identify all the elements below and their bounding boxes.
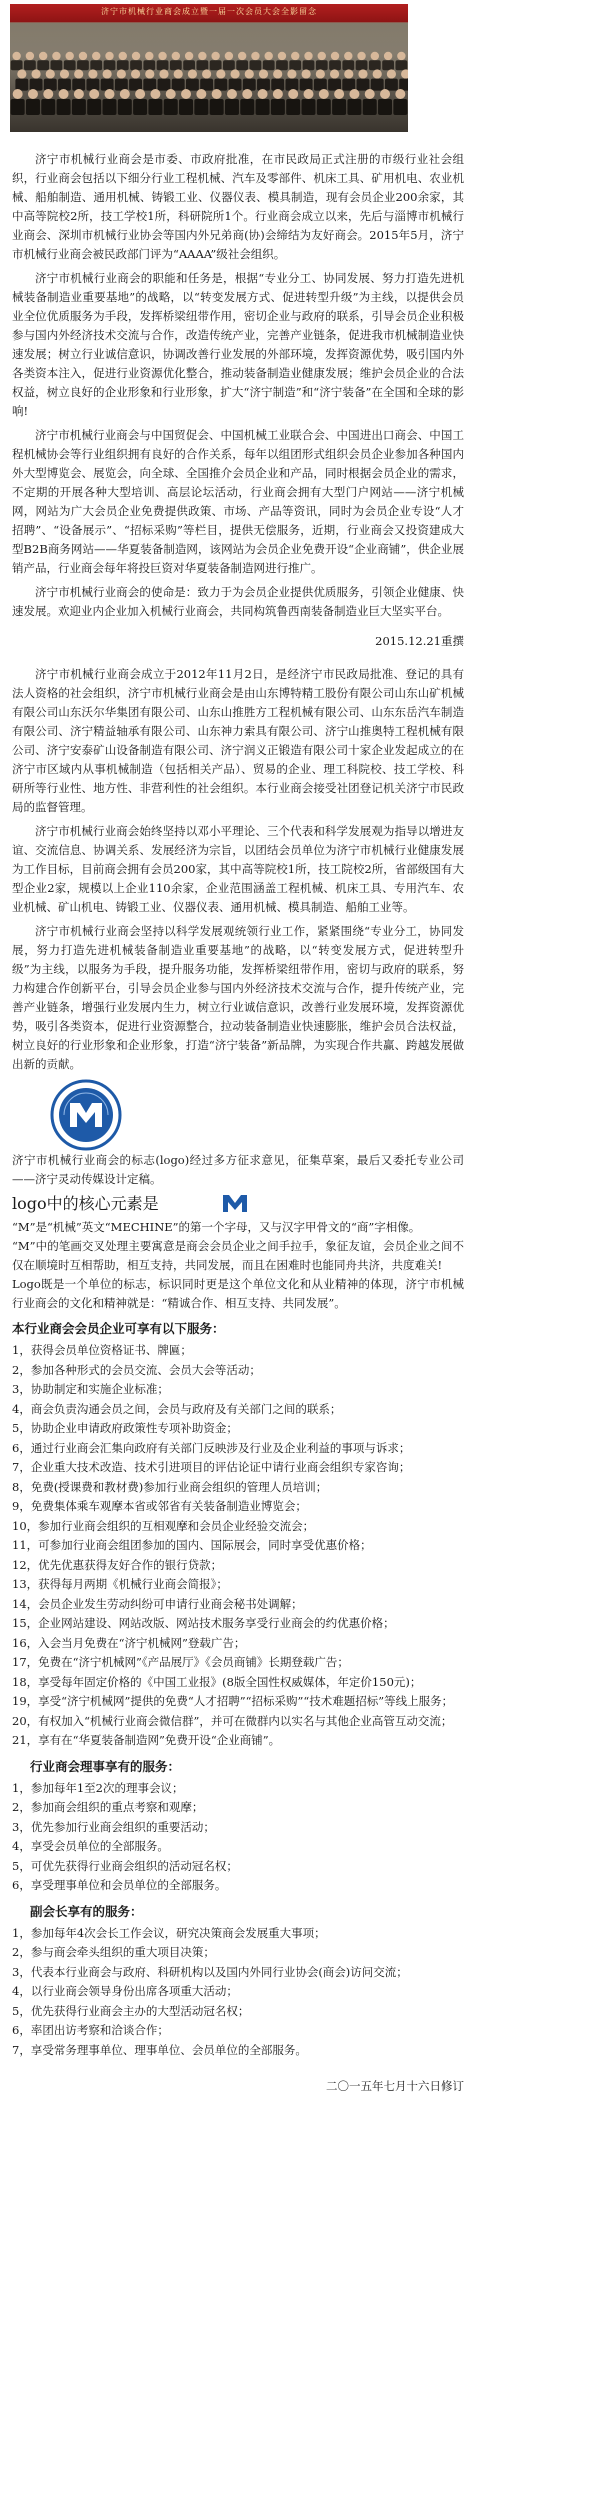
person-head [365, 89, 375, 99]
person-head [12, 52, 20, 60]
person-head [330, 69, 339, 78]
person-head [66, 52, 74, 60]
person-head [216, 69, 225, 78]
person-head [150, 89, 160, 99]
person-head [135, 89, 145, 99]
director-service-item: 2，参加商会组织的重点考察和观摩； [12, 1800, 204, 1814]
person-body [271, 99, 285, 115]
section2-paragraph-1: 济宁市机械行业商会成立于2012年11月2日，是经济宁市民政局批准、登记的具有法人资格的社会组织，济宁市机械行业商会是由山东博特精工股份有限公司山东山矿机械有限公司山东沃尔华集团有限公司、山东山推胜方工程机械有限公司、山东东岳汽车制造有限公司、济宁精益轴承有限公司、山东神力索具有限公司、济宁山推奥特工程机械有限公司、济宁安泰矿山设备制造有限公司、济宁润义正锻造有限公司十家企业发起成立的在济宁市区域内从事机械制造（包括相关产品）、贸易的企业、理工科院校、技工学校、科研所等行业性、地方性、非营利性的社会组织。本行业商会接受社团登记机关济宁市民政局的监督管理。 [12, 667, 464, 814]
person-head [103, 69, 112, 78]
person-body [302, 99, 316, 115]
person-head [287, 69, 296, 78]
person-body [357, 79, 370, 91]
person-body [133, 99, 147, 115]
person-body [143, 79, 156, 91]
person-body [157, 60, 169, 70]
service-item: 15，企业网站建设、网站改版、网站技术服务享受行业商会的约优惠价格； [12, 1616, 395, 1630]
person-body [164, 99, 178, 115]
vice-title: 副会长享有的服务： [30, 1903, 143, 1919]
person-head [225, 52, 233, 60]
logo-icon [50, 1079, 122, 1151]
person-body [399, 79, 408, 91]
person-body [72, 79, 85, 91]
person-body [271, 79, 284, 91]
service-item: 5，协助企业申请政府政策性专项补助资金； [12, 1421, 238, 1435]
person-head [88, 69, 97, 78]
person-head [316, 69, 325, 78]
person-body [41, 99, 55, 115]
person-head [198, 52, 206, 60]
vice-service-item: 3，代表本行业商会与政府、科研机构以及国内外同行业协会(商会)访问交流； [12, 1964, 408, 1979]
revision-date: 2015.12.21重撰 [375, 634, 464, 648]
crowd-illustration [10, 34, 408, 132]
person-head [39, 52, 47, 60]
director-title: 行业商会理事享有的服务： [30, 1758, 181, 1774]
person-body [347, 99, 361, 115]
person-body [371, 79, 384, 91]
person-head [344, 52, 352, 60]
person-body [26, 99, 40, 115]
services-list [12, 1341, 464, 1751]
person-body [356, 60, 368, 70]
logo-core-label: logo中的核心元素是 [12, 1194, 159, 1213]
logo-paragraph-2: “M”是“机械”英文“MECHINE”的第一个字母，又与汉字甲骨文的“商”字相像。 [12, 1220, 421, 1234]
person-body [30, 79, 43, 91]
person-head [145, 69, 154, 78]
person-head [371, 52, 379, 60]
service-item: 9，免费集体乘车观摩本省或邻省有关装备制造业博览会； [12, 1499, 307, 1513]
person-body [332, 99, 346, 115]
service-item: 20，有权加入“机械行业商会微信群”，并可在微群内以实名与其他企业高管互动交流； [12, 1713, 453, 1728]
person-body [329, 60, 341, 70]
person-head [159, 69, 168, 78]
person-head [131, 69, 140, 78]
service-item: 17，免费在“济宁机械网”《产品展厅》《会员商铺》长期登载广告； [12, 1655, 349, 1669]
article-body [12, 150, 464, 2094]
person-head [318, 52, 326, 60]
services-title: 本行业商会会员企业可享有以下服务： [12, 1321, 225, 1336]
service-item: 4，商会负责沟通会员之间，会员与政府及有关部门之间的联系； [12, 1401, 342, 1416]
service-item: 21，享有在“华夏装备制造网”免费开设“企业商铺”。 [12, 1733, 281, 1747]
person-body [11, 99, 25, 115]
person-head [31, 69, 40, 78]
person-body [369, 60, 381, 70]
person-head [238, 52, 246, 60]
bottom-revision-date: 二〇一五年七月十六日修订 [326, 2079, 464, 2093]
person-body [250, 60, 262, 70]
person-body [378, 99, 392, 115]
person-body [118, 99, 132, 115]
person-head [74, 69, 83, 78]
person-body [11, 60, 23, 70]
person-head [230, 69, 239, 78]
group-photo [10, 4, 408, 132]
person-head [52, 52, 60, 60]
person-head [211, 52, 219, 60]
person-body [77, 60, 89, 70]
service-item: 10，参加行业商会组织的互相观摩和会员企业经验交流会； [12, 1518, 315, 1533]
service-item: 8，免费(授课费和教材费)参加行业商会组织的管理人员培训； [12, 1479, 328, 1494]
intro-paragraph-1: 济宁市机械行业商会是市委、市政府批准，在市民政局正式注册的市级行业社会组织，行业商会包括以下细分行业工程机械、汽车及零部件、机床工具、矿用机电、农业机械、船舶制造、通用机械、铸锻工业、仪器仪表、模具制造，现有会员企业200余家，其中高等院校2所，技工学校1所，科研院所1个。行业商会成立以来，先后与淄博市机械行业商会、深圳市机械行业协会等国内外兄弟商(协)会缔结为友好商会。2015年5月，济宁市机械行业商会被民政部门评为“AAAA”级社会组织。 [12, 152, 464, 261]
person-body [196, 60, 208, 70]
person-head [132, 52, 140, 60]
person-body [393, 99, 407, 115]
person-body [257, 79, 270, 91]
person-body [158, 79, 171, 91]
person-body [385, 79, 398, 91]
person-body [103, 99, 117, 115]
person-body [24, 60, 36, 70]
person-head [265, 52, 273, 60]
person-head [89, 89, 99, 99]
person-head [273, 89, 283, 99]
logo-paragraph-4: Logo既是一个单位的标志，标识同时更是这个单位文化和从业精神的体现，济宁市机械行业商会的文化和精神就是：“精诚合作、相互支持、共同发展”。 [12, 1277, 464, 1310]
service-item: 3，协助制定和实施企业标准； [12, 1382, 169, 1396]
person-head [227, 89, 237, 99]
person-head [59, 89, 69, 99]
service-item: 18，享受每年固定价格的《中国工业报》(8版全国性权威媒体，年定价150元)； [12, 1674, 422, 1689]
person-head [395, 89, 405, 99]
person-body [300, 79, 313, 91]
vice-services-list [12, 1924, 464, 2061]
person-body [117, 60, 129, 70]
person-head [13, 89, 23, 99]
person-body [104, 60, 116, 70]
director-service-item: 3，优先参加行业商会组织的重要活动； [12, 1819, 215, 1834]
person-head [273, 69, 282, 78]
person-body [317, 99, 331, 115]
person-body [148, 99, 162, 115]
person-head [60, 69, 69, 78]
vice-service-item: 2，参与商会牵头组织的重大项目决策； [12, 1945, 215, 1959]
service-item: 6，通过行业商会汇集向政府有关部门反映涉及行业及企业利益的事项与诉求； [12, 1440, 411, 1455]
director-service-item: 4，享受会员单位的全部服务。 [12, 1839, 169, 1853]
person-head [212, 89, 222, 99]
person-head [278, 52, 286, 60]
person-body [15, 79, 28, 91]
person-body [210, 99, 224, 115]
person-head [258, 89, 268, 99]
person-body [87, 99, 101, 115]
person-body [342, 79, 355, 91]
person-head [344, 69, 353, 78]
person-body [64, 60, 76, 70]
person-head [349, 89, 359, 99]
service-item: 11，可参加行业商会组团参加的国内、国际展会，同时享受优惠价格； [12, 1538, 372, 1552]
person-body [316, 60, 328, 70]
person-head [26, 52, 34, 60]
person-body [51, 60, 63, 70]
person-head [319, 89, 329, 99]
person-body [395, 60, 407, 70]
person-head [397, 52, 405, 60]
person-head [380, 89, 390, 99]
person-head [158, 52, 166, 60]
person-body [37, 60, 49, 70]
person-body [210, 60, 222, 70]
person-head [358, 69, 367, 78]
person-head [304, 52, 312, 60]
person-head [145, 52, 153, 60]
person-body [194, 99, 208, 115]
vice-service-item: 7，享受常务理事单位、理事单位、会员单位的全部服务。 [12, 2042, 307, 2057]
person-body [186, 79, 199, 91]
person-body [303, 60, 315, 70]
person-body [200, 79, 213, 91]
person-body [44, 79, 57, 91]
person-head [288, 89, 298, 99]
person-body [90, 60, 102, 70]
person-head [79, 52, 87, 60]
person-body [243, 79, 256, 91]
person-body [314, 79, 327, 91]
intro-paragraph-4: 济宁市机械行业商会的使命是：致力于为会员企业提供优质服务，引领企业健康、快速发展。欢迎业内企业加入机械行业商会，共同构筑鲁西南装备制造业巨大坚实平台。 [12, 585, 464, 618]
person-head [304, 89, 314, 99]
director-service-item: 6，享受理事单位和会员单位的全部服务。 [12, 1878, 227, 1892]
service-item: 16，入会当月免费在“济宁机械网”登载广告； [12, 1635, 246, 1650]
person-head [17, 69, 26, 78]
person-body [363, 99, 377, 115]
person-head [387, 69, 396, 78]
person-body [240, 99, 254, 115]
person-body [86, 79, 99, 91]
logo-paragraph-3: “M”中的笔画交叉处理主要寓意是商会会员企业之间手拉手，象征友谊，会员企业之间不仅在顺境时互相帮助，相互支持，共同发展，而且在困难时也能同舟共济，共度难关! [12, 1239, 464, 1272]
person-body [225, 99, 239, 115]
person-body [229, 79, 242, 91]
person-body [328, 79, 341, 91]
person-head [117, 69, 126, 78]
service-item: 14，会员企业发生劳动纠纷可申请行业商会秘书处调解； [12, 1596, 303, 1611]
logo-core-row [12, 1191, 464, 1214]
director-service-item: 5，可优先获得行业商会组织的活动冠名权； [12, 1858, 238, 1873]
commerce-logo [50, 1079, 122, 1151]
person-head [181, 89, 191, 99]
person-head [105, 52, 113, 60]
person-body [58, 79, 71, 91]
person-head [185, 52, 193, 60]
person-head [196, 89, 206, 99]
person-body [289, 60, 301, 70]
person-head [166, 89, 176, 99]
person-head [384, 52, 392, 60]
vice-service-item: 6，率团出访考察和洽谈合作； [12, 2023, 169, 2037]
person-head [245, 69, 254, 78]
person-body [115, 79, 128, 91]
person-head [302, 69, 311, 78]
person-head [401, 69, 408, 78]
person-body [263, 60, 275, 70]
vice-service-item: 1，参加每年4次会长工作会议，研究决策商会发展重大事项； [12, 1925, 326, 1940]
person-head [188, 69, 197, 78]
vice-service-item: 4，以行业商会领导身份出席各项重大活动； [12, 1984, 238, 1998]
person-head [251, 52, 259, 60]
service-item: 19，享受“济宁机械网”提供的免费“人才招聘”“招标采购”“技术难题招标”等线上服务； [12, 1694, 454, 1708]
person-body [101, 79, 114, 91]
person-body [179, 99, 193, 115]
person-body [236, 60, 248, 70]
intro-paragraph-3: 济宁市机械行业商会与中国贸促会、中国机械工业联合会、中国进出口商会、中国工程机械协会等行业组织拥有良好的合作关系，每年以组团形式组织会员企业参加各种国内外大型博览会、展览会，向全球、全国推介会员企业和产品，同时根据会员企业的需求，不定期的开展各种大型培训、高层论坛活动，行业商会拥有大型门户网站——济宁机械网，网站为广大会员企业免费提供政策、市场、产品等资讯，同时为会员企业专设“人才招聘”、“设备展示”、“招标采购”等栏目，提供无偿服务，近期，行业商会又投资建成大型B2B商务网站——华夏装备制造网，该网站为会员企业免费开设“企业商铺”，供企业展销产品，行业商会每年将投巨资对华夏装备制造网进行推广。 [12, 428, 464, 575]
person-head [105, 89, 115, 99]
person-head [120, 89, 130, 99]
person-head [242, 89, 252, 99]
person-head [373, 69, 382, 78]
person-body [130, 60, 142, 70]
person-body [172, 79, 185, 91]
person-head [172, 52, 180, 60]
section2-paragraph-3: 济宁市机械行业商会坚持以科学发展观统领行业工作，紧紧围绕“专业分工，协同发展，努力打造先进机械装备制造业重要基地”的战略，以“转变发展方式，促进转型升级”为主线，以服务为手段，提升服务功能，发挥桥梁纽带作用，密切与政府的联系，努力构建合作创新平台，引导会员企业参与国内外经济技术交流与合作，提升传统产业，完善产业链条，增强行业发展内生力，树立行业诚信意识，改善行业发展环境，发挥资源优势，吸引各类资本，促进行业资源整合，拉动装备制造业快速膨胀，维护会员合法权益，树立良好的行业形象和企业形象，打造“济宁装备”新品牌，为实现合作共赢、跨越发展做出新的贡献。 [12, 924, 464, 1071]
person-body [57, 99, 71, 115]
person-body [170, 60, 182, 70]
person-body [286, 99, 300, 115]
person-head [46, 69, 55, 78]
person-head [43, 89, 53, 99]
service-item: 7，企业重大技术改造、技术引进项目的评估论证中请行业商会组织专家咨询； [12, 1460, 411, 1474]
service-item: 2，参加各种形式的会员交流、会员大会等活动； [12, 1362, 261, 1377]
person-head [334, 89, 344, 99]
person-body [342, 60, 354, 70]
director-services-list [12, 1779, 464, 1896]
person-head [259, 69, 268, 78]
director-service-item: 1，参加每年1至2次的理事会议； [12, 1780, 184, 1795]
m-letter-icon [219, 1192, 251, 1214]
logo-paragraph-1: 济宁市机械行业商会的标志(logo)经过多方征求意见，征集草案，最后又委托专业公司——济宁灵动传媒设计定稿。 [12, 1153, 464, 1186]
intro-paragraph-2: 济宁市机械行业商会的职能和任务是，根据“专业分工、协同发展、努力打造先进机械装备制造业重要基地”的战略，以“转变发展方式、促进转型升级”为主线，以提供会员业全位优质服务为手段，发挥桥梁纽带作用，密切企业与政府的联系，引导会员企业积极参与国内外经济技术交流与合作，改造传统产业，完善产业链条，促进我市机械制造业快速发展；树立行业诚信意识，协调改善行业发展的外部环境，发挥资源优势，吸引国内外各类资本注入，促进行业资源优化整合，推动装备制造业健康发展；维护会员企业的合法权益，树立良好的企业形象和行业形象，扩大“济宁制造”和“济宁装备”在全国和全球的影响! [12, 271, 464, 418]
person-head [202, 69, 211, 78]
person-body [285, 79, 298, 91]
person-head [28, 89, 38, 99]
person-body [276, 60, 288, 70]
vice-service-item: 5，优先获得行业商会主办的大型活动冠名权； [12, 2003, 250, 2018]
service-item: 1，获得会员单位资格证书、牌匾； [12, 1343, 192, 1357]
person-head [92, 52, 100, 60]
person-body [256, 99, 270, 115]
person-body [143, 60, 155, 70]
service-item: 12，优先优惠获得友好合作的银行贷款； [12, 1557, 223, 1572]
section2-paragraph-2: 济宁市机械行业商会始终坚持以邓小平理论、三个代表和科学发展观为指导以增进友谊、交流信息、协调关系、发展经济为宗旨，以团结会员单位为济宁市机械行业健康发展为工作目标，目前商会拥有会员200家，其中高等院校1所，技工院校2所，省部级国有大型企业2家，规模以上企业110余家，企业范围涵盖工程机械、机床工具、专用汽车、农业机械、矿山机电、铸锻工业、仪器仪表、通用机械、模具制造、船舶工业等。 [12, 824, 464, 914]
person-head [119, 52, 127, 60]
person-body [72, 99, 86, 115]
person-head [357, 52, 365, 60]
photo-caption: 济宁市机械行业商会成立暨一届一次会员大会全影留念 [101, 7, 317, 16]
person-body [214, 79, 227, 91]
person-body [382, 60, 394, 70]
person-head [331, 52, 339, 60]
person-body [129, 79, 142, 91]
person-head [291, 52, 299, 60]
person-body [183, 60, 195, 70]
person-body [223, 60, 235, 70]
person-head [74, 89, 84, 99]
person-head [174, 69, 183, 78]
service-item: 13，获得每月两期《机械行业商会简报》； [12, 1577, 228, 1591]
